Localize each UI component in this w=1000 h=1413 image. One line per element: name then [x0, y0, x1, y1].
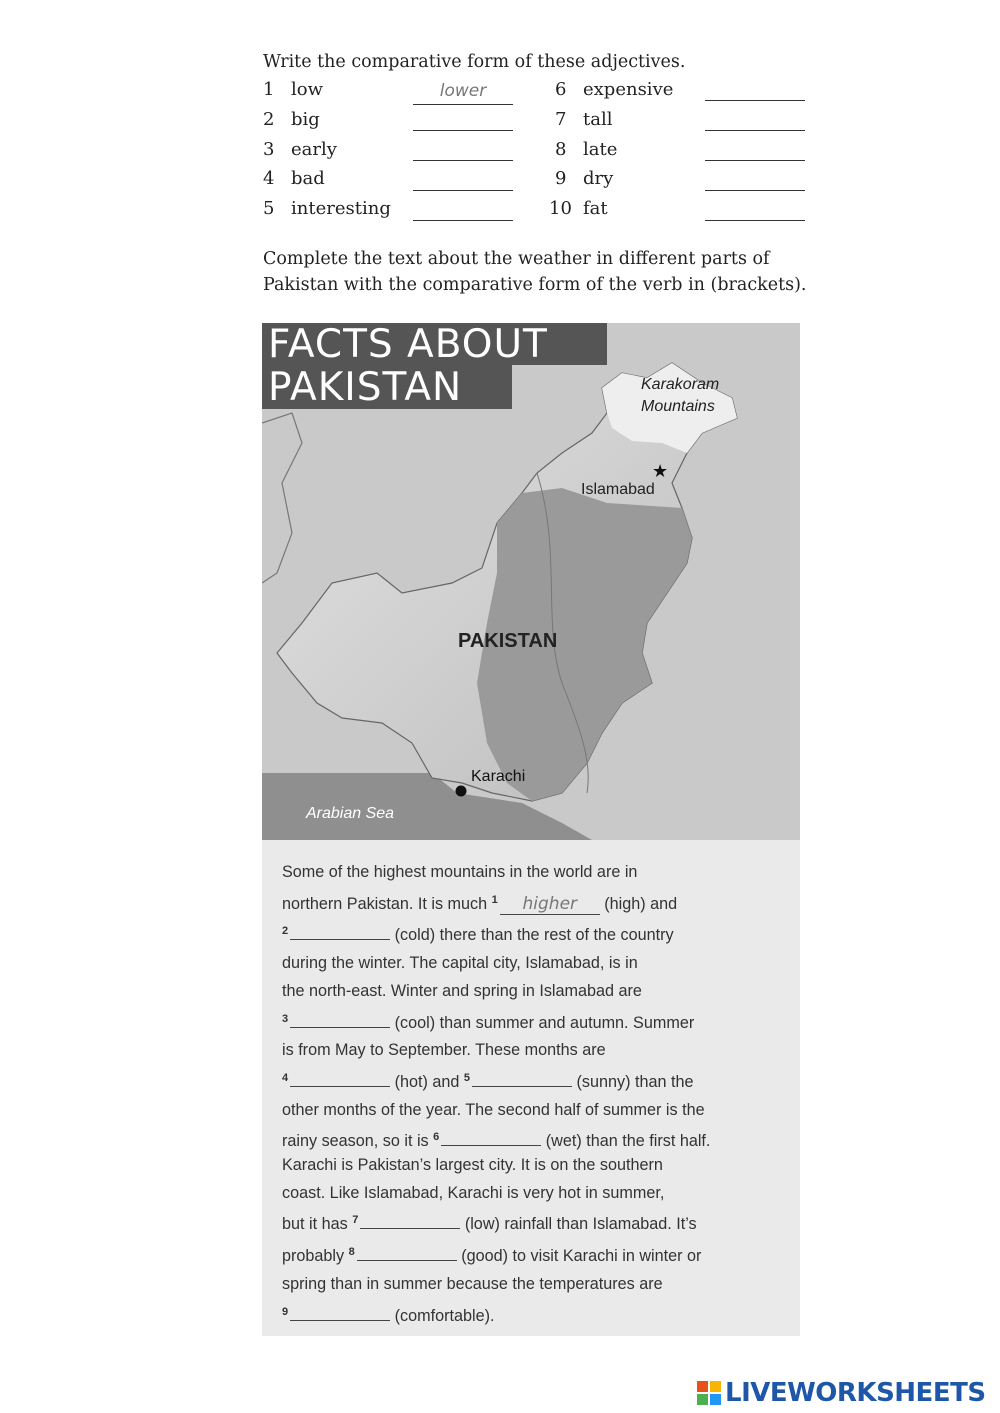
text-line	[282, 918, 792, 950]
text-line: the north-east. Winter and spring in Islamabad are	[282, 981, 642, 1000]
item-number: 4	[263, 168, 275, 189]
item-adjective: bad	[291, 168, 325, 189]
text-span: (high) and	[599, 894, 678, 913]
item-adjective: expensive	[583, 79, 674, 100]
map-title	[268, 322, 548, 410]
text-line	[282, 1006, 792, 1038]
answer-field-7[interactable]	[705, 106, 805, 131]
text-span: (wet) than the first half.	[541, 1132, 711, 1151]
text-span: (cool) than summer and autumn. Summer	[390, 1013, 695, 1032]
exercise2-instruction	[263, 246, 807, 298]
item-adjective: fat	[583, 198, 608, 219]
item-adjective: interesting	[291, 198, 391, 219]
answer-field-3[interactable]	[413, 136, 513, 161]
gap-number: 9	[282, 1305, 289, 1318]
capital-star-icon: ★	[652, 461, 669, 482]
answer-field-2[interactable]	[413, 106, 513, 131]
answer-field-10[interactable]	[705, 196, 805, 221]
text-span: probably	[282, 1247, 349, 1266]
text-line	[282, 1207, 792, 1239]
gap-number: 4	[282, 1071, 289, 1084]
text-line: spring than in summer because the temperatures are	[282, 1274, 663, 1293]
answer-field-9[interactable]	[705, 166, 805, 191]
label-line: Mountains	[641, 398, 715, 415]
logo-square-icon	[697, 1394, 708, 1405]
item-number: 3	[263, 139, 275, 160]
item-number: 2	[263, 109, 275, 130]
map-title-line: PAKISTAN	[268, 365, 463, 410]
text-line: is from May to September. These months are	[282, 1041, 606, 1060]
gap-field-6[interactable]	[441, 1125, 541, 1146]
item-number: 10	[549, 198, 572, 219]
gap-number: 2	[282, 925, 289, 938]
city-label: Karachi	[471, 768, 526, 785]
country-label: PAKISTAN	[458, 630, 558, 652]
map-title-line: FACTS ABOUT	[268, 322, 548, 367]
logo-square-icon	[710, 1381, 721, 1392]
liveworksheets-logo	[697, 1377, 986, 1409]
answer-field-6[interactable]	[705, 76, 805, 101]
gap-field-9[interactable]	[290, 1300, 390, 1321]
instruction-line: Pakistan with the comparative form of the verb in (brackets).	[263, 275, 807, 295]
item-adjective: late	[583, 139, 618, 160]
text-line	[282, 1299, 792, 1331]
text-line	[282, 1239, 792, 1271]
gap-number: 5	[463, 1071, 471, 1084]
text-span: but it has	[282, 1215, 353, 1234]
gap-number: 3	[282, 1012, 289, 1025]
item-adjective: low	[291, 79, 324, 100]
text-span: (hot) and	[390, 1072, 464, 1091]
item-number: 6	[555, 79, 567, 100]
gap-field-1[interactable]: higher	[500, 894, 600, 915]
item-number: 8	[555, 139, 567, 160]
city-dot-icon	[456, 786, 467, 797]
item-adjective: dry	[583, 168, 614, 189]
logo-text: LIVEWORKSHEETS	[725, 1378, 986, 1408]
text-span: (sunny) than the	[572, 1072, 694, 1091]
text-span: northern Pakistan. It is much	[282, 894, 492, 913]
item-adjective: early	[291, 139, 337, 160]
gap-field-4[interactable]	[290, 1066, 390, 1087]
logo-icon	[697, 1381, 721, 1405]
text-span: (comfortable).	[390, 1306, 495, 1325]
item-number: 9	[555, 168, 567, 189]
gap-field-8[interactable]	[357, 1240, 457, 1261]
label-line: Karakoram	[641, 376, 720, 393]
item-number: 1	[263, 79, 275, 100]
gap-field-3[interactable]	[290, 1007, 390, 1028]
text-line	[282, 887, 792, 919]
item-adjective: tall	[583, 109, 613, 130]
text-span: (cold) there than the rest of the country	[390, 926, 674, 945]
gap-number: 6	[433, 1131, 440, 1144]
text-span: (good) to visit Karachi in winter or	[456, 1247, 702, 1266]
reading-text-box	[262, 840, 800, 1336]
capital-label: Islamabad	[581, 481, 655, 498]
item-number: 5	[263, 198, 275, 219]
text-line: Some of the highest mountains in the world are in	[282, 863, 638, 881]
text-line: Karachi is Pakistan’s largest city. It is on the southern	[282, 1156, 663, 1174]
gap-number: 1	[491, 893, 498, 906]
answer-field-8[interactable]	[705, 136, 805, 161]
logo-square-icon	[697, 1381, 708, 1392]
item-adjective: big	[291, 109, 320, 130]
text-line: coast. Like Islamabad, Karachi is very hot in summer,	[282, 1183, 665, 1202]
mountains-label	[641, 374, 719, 418]
gap-number: 7	[352, 1214, 359, 1227]
answer-field-1[interactable]: lower	[413, 80, 513, 105]
paragraph-2	[282, 1152, 792, 1330]
answer-field-5[interactable]	[413, 196, 513, 221]
gap-field-2[interactable]	[290, 919, 390, 940]
gap-field-7[interactable]	[360, 1208, 460, 1229]
exercise1-instruction: Write the comparative form of these adjectives.	[263, 52, 686, 72]
answer-field-4[interactable]	[413, 166, 513, 191]
gap-number: 8	[348, 1246, 355, 1259]
item-number: 7	[555, 109, 567, 130]
paragraph-1	[282, 859, 792, 1156]
gap-field-5[interactable]	[472, 1066, 572, 1087]
text-span: (low) rainfall than Islamabad. It’s	[460, 1215, 697, 1234]
sea-label: Arabian Sea	[306, 805, 395, 822]
text-line: other months of the year. The second half of summer is the	[282, 1100, 705, 1119]
logo-square-icon	[710, 1394, 721, 1405]
instruction-line: Complete the text about the weather in different parts of	[263, 249, 770, 269]
text-line: during the winter. The capital city, Islamabad, is in	[282, 954, 638, 973]
text-line	[282, 1065, 792, 1097]
text-span: rainy season, so it is	[282, 1132, 434, 1151]
